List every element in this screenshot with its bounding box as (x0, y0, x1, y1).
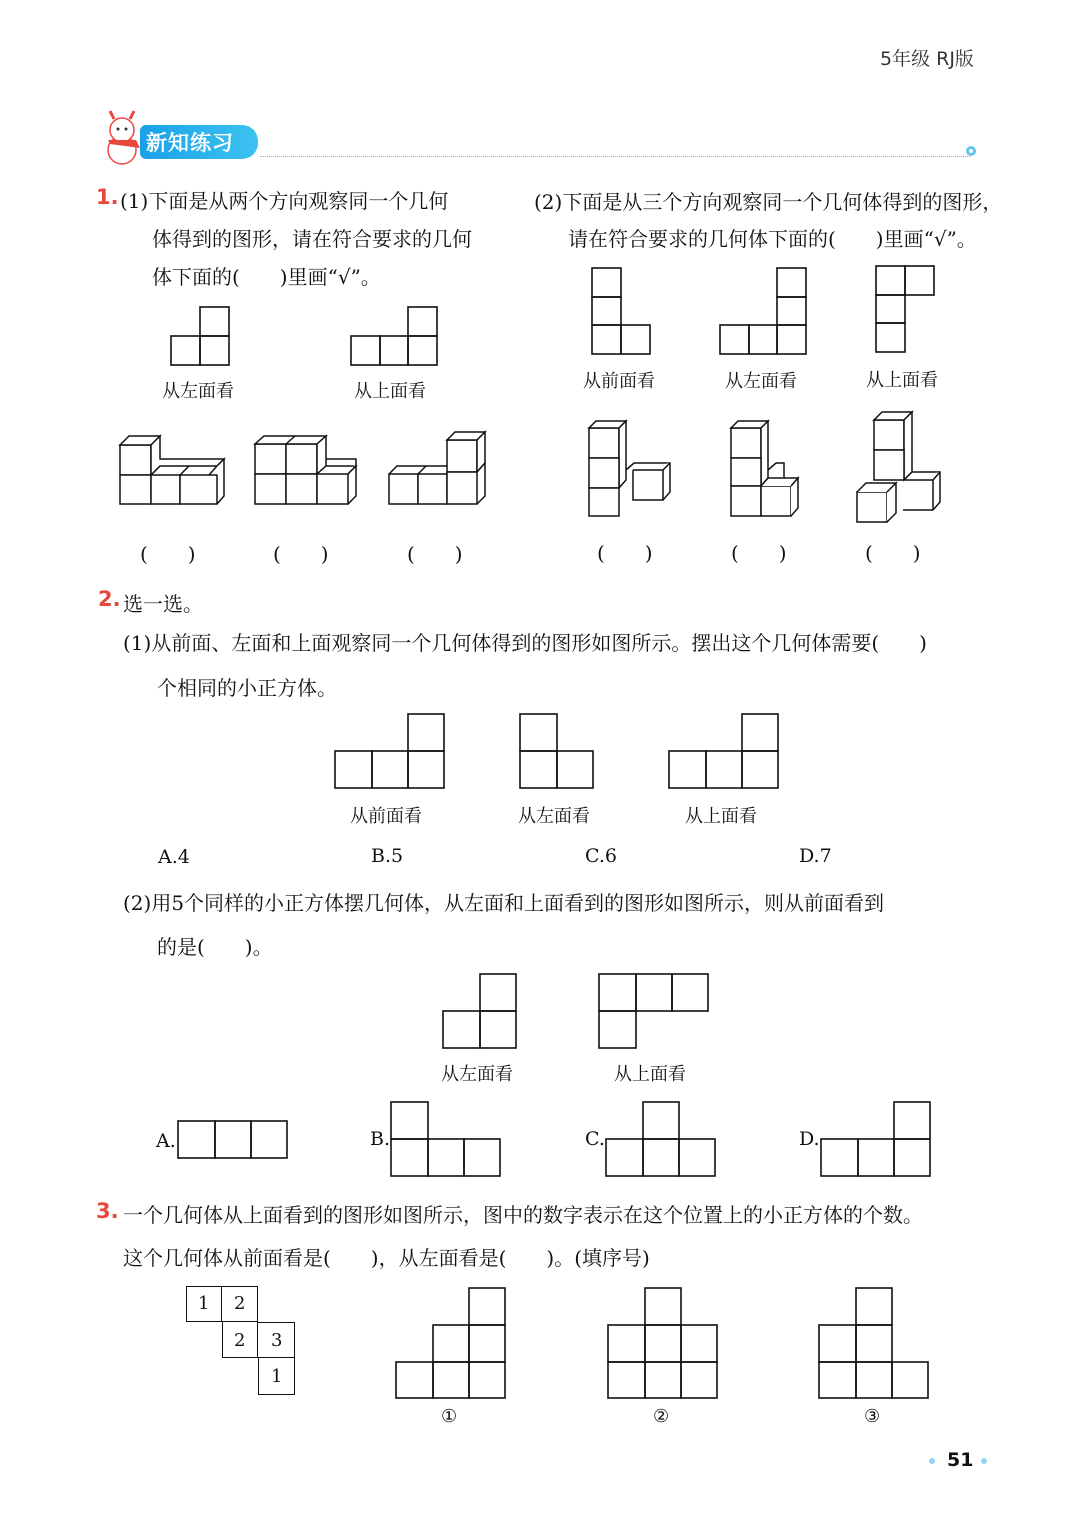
q1-1-label-top: 从上面看 (354, 381, 426, 402)
q1-2-solid-b (728, 418, 802, 520)
page-dot-right (981, 1458, 987, 1464)
q1-2-left-view (719, 267, 809, 357)
q1-1-blank-b[interactable]: ( ) (273, 542, 329, 566)
q2-1-option-a[interactable]: A.4 (158, 846, 190, 868)
q1-1-blank-c[interactable]: ( ) (407, 542, 463, 566)
grade-label: 5年级 RJ版 (880, 48, 974, 70)
q1-1-top-view (350, 306, 440, 368)
q2-1-option-c[interactable]: C.6 (585, 845, 617, 867)
q2-2-option-c-figure (605, 1101, 719, 1179)
q1-2-front-view (591, 267, 653, 357)
q2-part1-line1: (1)从前面、左面和上面观察同一个几何体得到的图形如图所示。摆出这个几何体需要( ) (123, 631, 927, 655)
q3-grid-number: 1 (271, 1366, 283, 1387)
page-number: 51 (947, 1449, 974, 1471)
q1-1-solid-c (385, 430, 495, 510)
q2-1-top-view (668, 713, 782, 791)
q2-2-option-c[interactable]: C. (585, 1128, 605, 1150)
section-title-badge (140, 125, 258, 159)
q1-part1-line2: 体得到的图形，请在符合要求的几何 (152, 227, 472, 251)
q3-grid-number: 1 (198, 1293, 210, 1314)
q2-2-label-top: 从上面看 (614, 1064, 686, 1085)
flower-icon (964, 144, 978, 158)
q2-part1-line2: 个相同的小正方体。 (157, 676, 337, 700)
q2-number: 2. (98, 587, 121, 611)
q2-part2-line2: 的是( )。 (157, 935, 273, 959)
q1-2-solid-c (854, 408, 946, 526)
q2-1-option-b[interactable]: B.5 (371, 845, 404, 867)
q1-part2-line2: 请在符合要求的几何体下面的( )里画“√”。 (568, 227, 977, 251)
q2-title: 选一选。 (123, 592, 203, 616)
q1-number: 1. (96, 185, 119, 209)
q1-2-blank-c[interactable]: ( ) (865, 541, 921, 565)
q2-1-option-d[interactable]: D.7 (799, 845, 832, 867)
q1-1-solid-b (252, 432, 362, 508)
q3-grid-number: 2 (234, 1330, 246, 1351)
q1-2-label-left: 从左面看 (725, 371, 797, 392)
q2-part2-line1: (2)用5个同样的小正方体摆几何体，从左面和上面看到的图形如图所示，则从前面看到 (123, 891, 885, 915)
q1-2-label-top: 从上面看 (866, 370, 938, 391)
q1-2-blank-a[interactable]: ( ) (597, 541, 653, 565)
q3-option-1-figure (395, 1287, 509, 1401)
q3-option-1[interactable]: ① (441, 1406, 458, 1427)
q2-2-option-b[interactable]: B. (370, 1128, 391, 1150)
q2-2-left-view (442, 973, 520, 1051)
q1-1-blank-a[interactable]: ( ) (140, 542, 196, 566)
q1-1-solid-a (116, 432, 228, 508)
q1-2-label-front: 从前面看 (583, 371, 655, 392)
q3-option-3-figure (818, 1287, 932, 1401)
q3-option-3[interactable]: ③ (864, 1406, 881, 1427)
q1-2-blank-b[interactable]: ( ) (731, 541, 787, 565)
q3-line1: 一个几何体从上面看到的图形如图所示，图中的数字表示在这个位置上的小正方体的个数。 (123, 1203, 923, 1227)
q2-1-label-left: 从左面看 (518, 806, 590, 827)
q2-2-option-a-figure (177, 1120, 291, 1160)
q2-1-label-front: 从前面看 (350, 806, 422, 827)
section-title: 新知练习 (146, 131, 234, 155)
section-divider (260, 156, 970, 157)
q3-grid-number: 2 (234, 1293, 246, 1314)
q3-option-2[interactable]: ② (653, 1406, 670, 1427)
q2-1-label-top: 从上面看 (685, 806, 757, 827)
q3-line2: 这个几何体从前面看是( )，从左面看是( )。(填序号) (123, 1246, 650, 1270)
q2-2-option-a[interactable]: A. (156, 1130, 176, 1152)
q1-part1-line1: (1)下面是从两个方向观察同一个几何 (120, 189, 449, 213)
q2-1-left-view (519, 713, 597, 791)
q3-option-2-figure (607, 1287, 721, 1401)
q1-2-top-view (875, 265, 937, 355)
page-dot-left (929, 1458, 935, 1464)
q2-1-front-view (334, 713, 448, 791)
q1-part1-line3: 体下面的( )里画“√”。 (152, 265, 381, 289)
q1-1-label-left: 从左面看 (162, 381, 234, 402)
q2-2-option-d[interactable]: D. (799, 1128, 820, 1150)
q1-1-left-view (170, 306, 232, 368)
q1-part2-line1: (2)下面是从三个方向观察同一个几何体得到的图形， (534, 190, 1003, 214)
q2-2-label-left: 从左面看 (441, 1064, 513, 1085)
q2-2-top-view (598, 973, 712, 1051)
q2-2-option-b-figure (390, 1101, 504, 1179)
q2-2-option-d-figure (820, 1101, 934, 1179)
q1-2-solid-a (586, 418, 676, 520)
q3-number: 3. (96, 1199, 119, 1223)
q3-grid-number: 3 (271, 1330, 283, 1351)
